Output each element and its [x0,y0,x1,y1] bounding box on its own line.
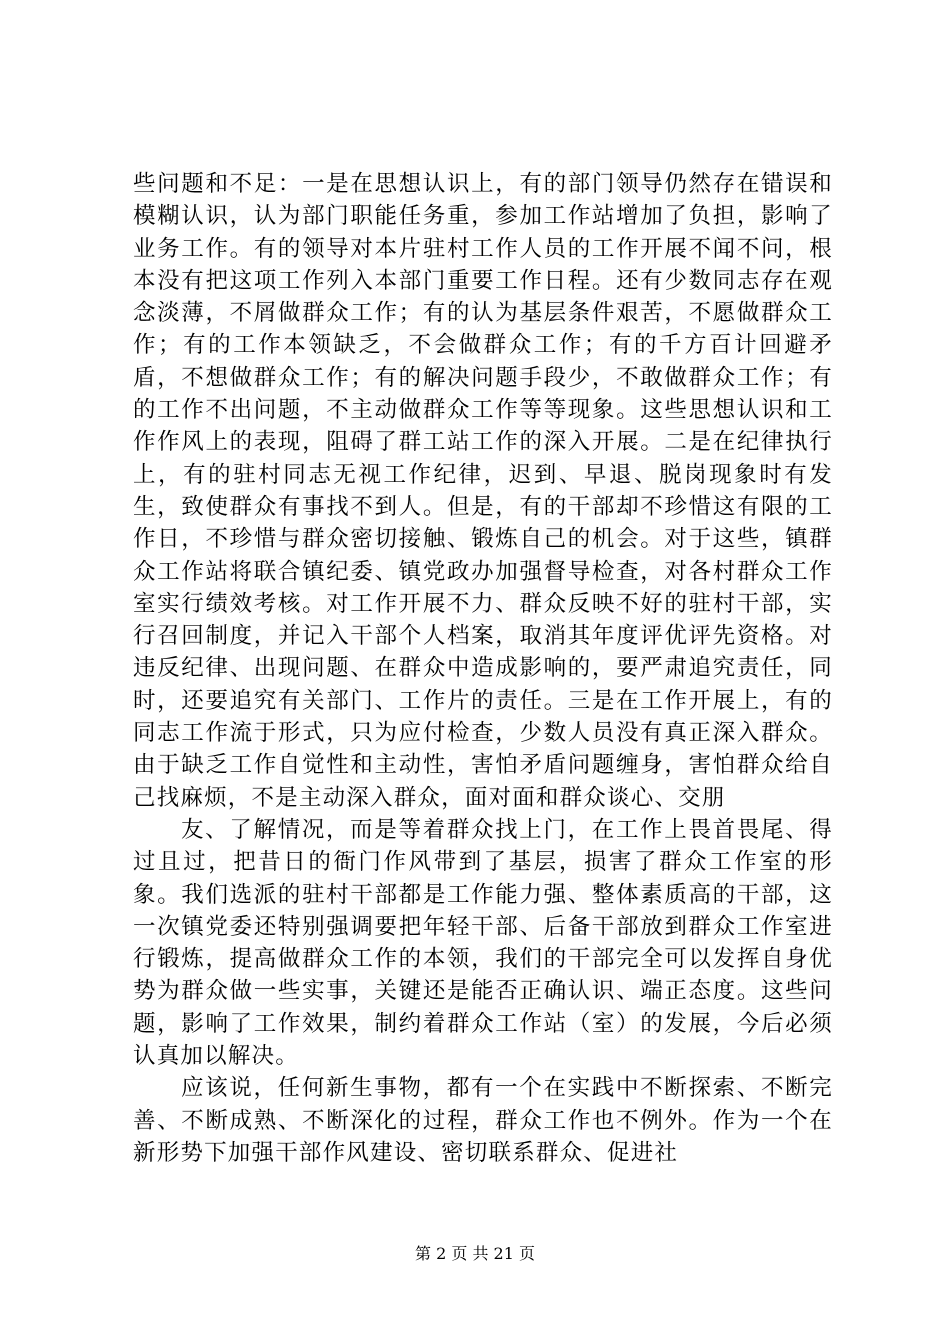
paragraph-1: 些问题和不足：一是在思想认识上，有的部门领导仍然存在错误和模糊认识，认为部门职能任务重，参加工作站增加了负担，影响了业务工作。有的领导对本片驻村工作人员的工作开展不闻不问，根本没有把这项工作列入本部门重要工作日程。还有少数同志存在观念淡薄，不屑做群众工作；有的认为基层条件艰苦，不愿做群众工作；有的工作本领缺乏，不会做群众工作；有的千方百计回避矛盾，不想做群众工作；有的解决问题手段少，不敢做群众工作；有的工作不出问题，不主动做群众工作等等现象。这些思想认识和工作作风上的表现，阻碍了群工站工作的深入开展。二是在纪律执行上，有的驻村同志无视工作纪律，迟到、早退、脱岗现象时有发生，致使群众有事找不到人。但是，有的干部却不珍惜这有限的工作日，不珍惜与群众密切接触、锻炼自己的机会。对于这些，镇群众工作站将联合镇纪委、镇党政办加强督导检查，对各村群众工作室实行绩效考核。对工作开展不力、群众反映不好的驻村干部，实行召回制度，并记入干部个人档案，取消其年度评优评先资格。对违反纪律、出现问题、在群众中造成影响的，要严肃追究责任，同时，还要追究有关部门、工作片的责任。三是在工作开展上，有的同志工作流于形式，只为应付检查，少数人员没有真正深入群众。由于缺乏工作自觉性和主动性，害怕矛盾问题缠身，害怕群众给自己找麻烦，不是主动深入群众，面对面和群众谈心、交朋 [133,171,833,811]
paragraph-3: 应该说，任何新生事物，都有一个在实践中不断探索、不断完善、不断成熟、不断深化的过程，群众工作也不例外。作为一个在新形势下加强干部作风建设、密切联系群众、促进社 [133,1075,833,1166]
paragraph-2: 友、了解情况，而是等着群众找上门，在工作上畏首畏尾、得过且过，把昔日的衙门作风带到了基层，损害了群众工作室的形象。我们选派的驻村干部都是工作能力强、整体素质高的干部，这一次镇党委还特别强调要把年轻干部、后备干部放到群众工作室进行锻炼，提高做群众工作的本领，我们的干部完全可以发挥自身优势为群众做一些实事，关键还是能否正确认识、端正态度。这些问题，影响了工作效果，制约着群众工作站（室）的发展，今后必须认真加以解决。 [133,816,833,1070]
document-body [133,168,833,1169]
page-number-footer: 第 2 页 共 21 页 [415,1244,535,1263]
